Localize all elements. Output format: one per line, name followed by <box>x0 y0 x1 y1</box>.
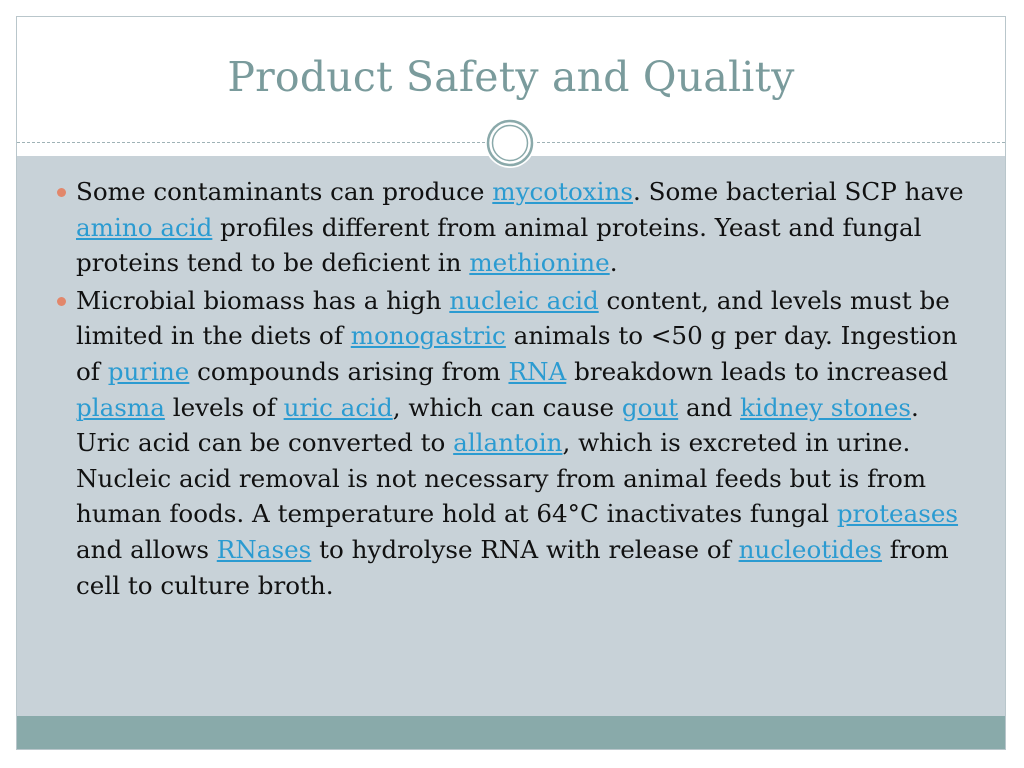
slide <box>16 16 1006 750</box>
footer-band <box>17 716 1005 750</box>
bullet-text: levels of <box>164 392 284 422</box>
term-link[interactable]: nucleic acid <box>449 285 599 315</box>
bullet-text: , which can cause <box>392 392 622 422</box>
bullet-text: Some contaminants can produce <box>76 177 493 206</box>
term-link[interactable]: nucleotides <box>738 534 882 564</box>
bullet-item <box>57 283 977 603</box>
bullet-text: , which is excreted in urine. Nucleic acid removal is not necessary from animal feeds but is from human foods. A temperature hold at 64°C inactivates fungal <box>76 428 927 529</box>
term-link[interactable]: RNA <box>508 356 567 386</box>
circle-ornament-icon <box>484 117 536 169</box>
bullet-text: and <box>678 392 741 422</box>
term-link[interactable]: kidney stones <box>740 392 912 422</box>
bullet-dot-icon <box>57 188 66 197</box>
bullet-text: from cell to culture broth. <box>76 534 949 600</box>
bullet-dot-icon <box>57 297 66 306</box>
bullet-text: . Some bacterial SCP have <box>632 177 964 206</box>
bullet-text: profiles different from animal proteins. Yeast and fungal proteins tend to be deficient in <box>76 212 922 278</box>
term-link[interactable]: amino acid <box>76 212 213 242</box>
bullet-text: animals to <50 g per day. Ingestion of <box>76 321 958 386</box>
bullet-text: and allows <box>76 534 217 564</box>
bullet-item <box>57 174 977 281</box>
bullet-text: Microbial biomass has a high <box>76 285 450 315</box>
term-link[interactable]: plasma <box>76 392 165 422</box>
term-link[interactable]: purine <box>107 356 190 386</box>
term-link[interactable]: uric acid <box>283 392 393 422</box>
term-link[interactable]: methionine <box>469 248 610 278</box>
bullet-text: to hydrolyse RNA with release of <box>311 534 739 564</box>
bullet-text: content, and levels must be limited in the diets of <box>76 285 950 351</box>
bullet-text: . Uric acid can be converted to <box>76 392 919 458</box>
bullet-text: . <box>609 248 618 278</box>
bullet-text: breakdown leads to increased <box>566 356 949 386</box>
term-link[interactable]: gout <box>621 392 679 422</box>
term-link[interactable]: proteases <box>836 499 959 529</box>
term-link[interactable]: mycotoxins <box>492 177 633 206</box>
term-link[interactable]: monogastric <box>350 321 506 351</box>
term-link[interactable]: RNases <box>216 534 312 564</box>
bullet-list <box>57 174 977 605</box>
slide-title: Product Safety and Quality <box>227 53 795 101</box>
term-link[interactable]: allantoin <box>453 428 563 458</box>
bullet-text: compounds arising from <box>189 356 509 386</box>
